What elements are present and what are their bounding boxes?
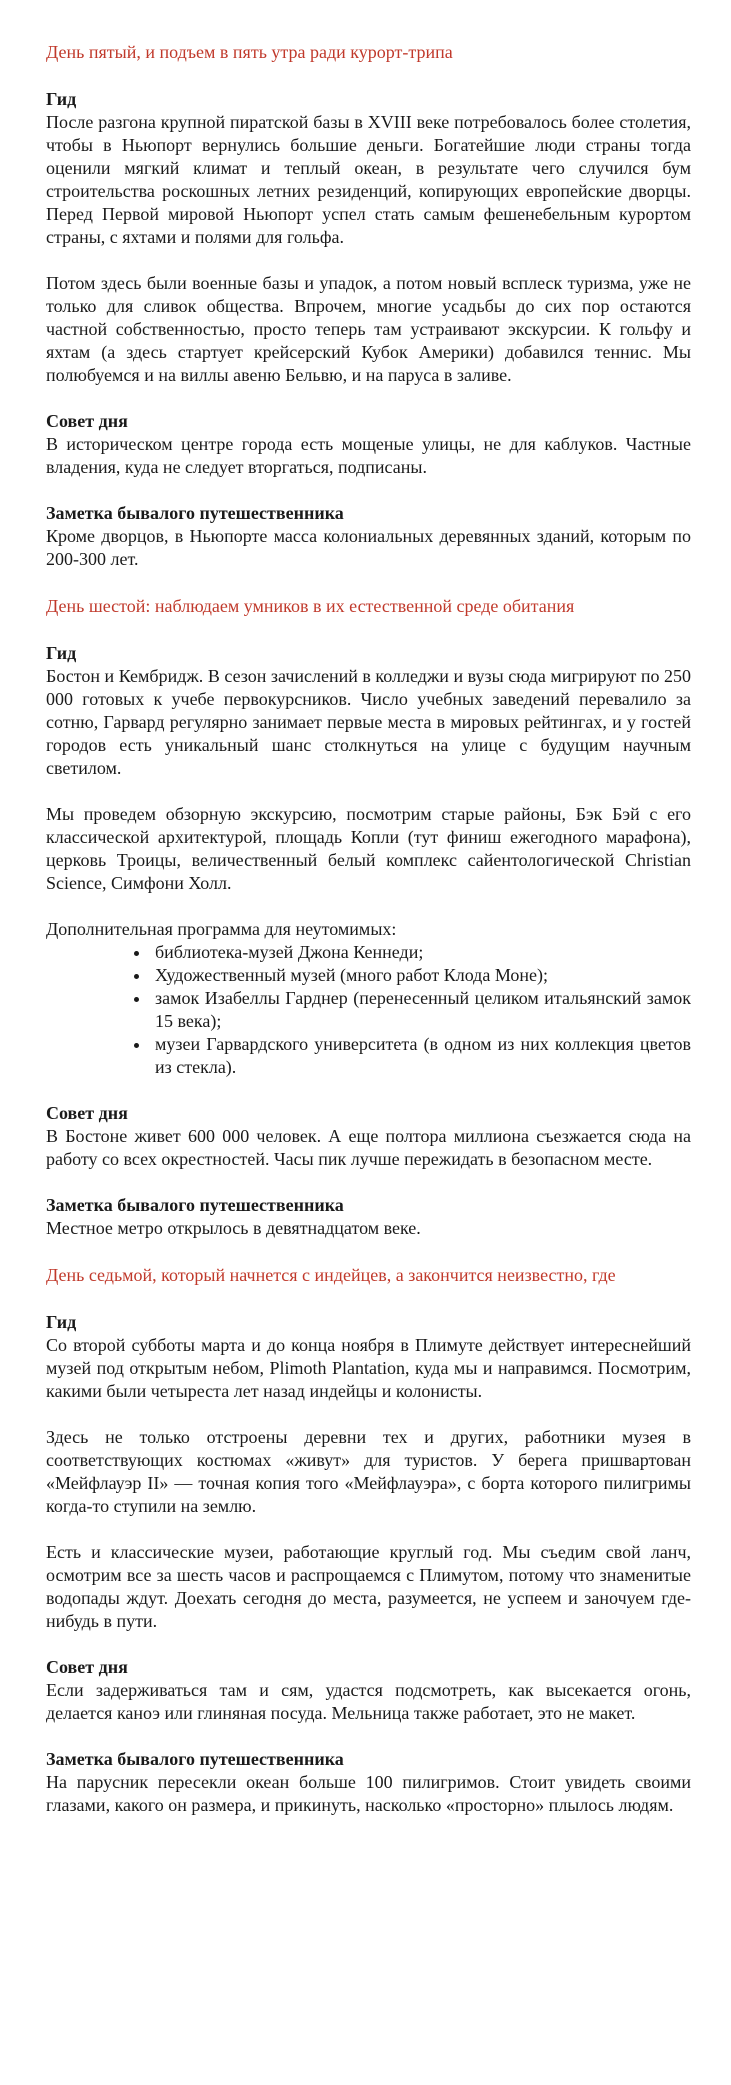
day-section [46,1263,691,1817]
guide-paragraph: Бостон и Кембридж. В сезон зачислений в колледжи и вузы сюда мигрируют по 250 000 готовых к учебе первокурсников. Число учебных заведений перевалило за сотню, Гарвард регулярно занимает первые места в мировых рейтингах, и у гостей городов есть уникальный шанс столкнуться на улице с будущим научным светилом. [46,666,691,778]
tip-text: В историческом центре города есть мощеные улицы, не для каблуков. Частные владения, куда не следует вторгаться, подписаны. [46,434,691,477]
guide-paragraph: Потом здесь были военные базы и упадок, а потом новый всплеск туризма, уже не только для сливок общества. Впрочем, многие усадьбы до сих пор остаются частной собственностью, просто теперь там устраивают экскурсии. К гольфу и яхтам (а здесь стартует крейсерский Кубок Америки) добавился теннис. Мы полюбуемся и на виллы авеню Бельвю, и на паруса в заливе. [46,273,691,385]
guide-paragraph: Мы проведем обзорную экскурсию, посмотрим старые районы, Бэк Бэй с его классической архитектурой, площадь Копли (тут финиш ежегодного марафона), церковь Троицы, величественный белый комплекс сайентологической Christian Science, Симфони Холл. [46,804,691,893]
day-title: День пятый, и подъем в пять утра ради курорт-трипа [46,42,453,62]
guide-label: Гид [46,1312,77,1332]
note-text: На парусник пересекли океан больше 100 пилигримов. Стоит увидеть своими глазами, какого он размера, и прикинуть, насколько «просторно» плылось людям. [46,1772,691,1815]
tip-label: Совет дня [46,1657,128,1677]
list-item: • замок Изабеллы Гарднер (перенесенный целиком итальянский замок 15 века); [151,987,691,1033]
tip-label: Совет дня [46,411,128,431]
note-label: Заметка бывалого путешественника [46,1195,344,1215]
list-item: • библиотека-музей Джона Кеннеди; [151,941,691,964]
day-title: День шестой: наблюдаем умников в их естественной среде обитания [46,596,575,616]
list-item: • Художественный музей (много работ Клода Моне); [151,964,691,987]
tip-text: В Бостоне живет 600 000 человек. А еще полтора миллиона съезжается сюда на работу со всех окрестностей. Часы пик лучше пережидать в безопасном месте. [46,1126,691,1169]
day-section [46,40,691,571]
note-text: Местное метро открылось в девятнадцатом веке. [46,1218,421,1238]
document-page [46,40,691,1840]
extra-intro: Дополнительная программа для неутомимых: [46,919,397,939]
guide-paragraph: Со второй субботы марта и до конца ноября в Плимуте действует интереснейший музей под открытым небом, Plimoth Plantation, куда мы и направимся. Посмотрим, какими были четыреста лет назад индейцы и колонисты. [46,1335,691,1401]
tip-label: Совет дня [46,1103,128,1123]
guide-label: Гид [46,89,77,109]
extra-list [46,941,691,1079]
note-label: Заметка бывалого путешественника [46,1749,344,1769]
note-text: Кроме дворцов, в Ньюпорте масса колониальных деревянных зданий, которым по 200-300 лет. [46,526,691,569]
list-item: • музеи Гарвардского университета (в одном из них коллекция цветов из стекла). [151,1033,691,1079]
guide-paragraph: Здесь не только отстроены деревни тех и других, работники музея в соответствующих костюмах «живут» для туристов. У берега пришвартован «Мейфлауэр II» — точная копия того «Мейфлауэра», с борта которого пилигримы когда-то ступили на землю. [46,1427,691,1516]
note-label: Заметка бывалого путешественника [46,503,344,523]
day-title: День седьмой, который начнется с индейцев, а закончится неизвестно, где [46,1265,616,1285]
guide-paragraph: Есть и классические музеи, работающие круглый год. Мы съедим свой ланч, осмотрим все за шесть часов и распрощаемся с Плимутом, потому что знаменитые водопады ждут. Доехать сегодня до места, разумеется, не успеем и заночуем где-нибудь в пути. [46,1542,691,1631]
guide-paragraph: После разгона крупной пиратской базы в XVIII веке потребовалось более столетия, чтобы в Ньюпорт вернулись большие деньги. Богатейшие люди страны тогда оценили мягкий климат и теплый океан, в результате чего случился бум строительства роскошных летних резиденций, копирующих европейские дворцы. Перед Первой мировой Ньюпорт успел стать самым фешенебельным курортом страны, с яхтами и полями для гольфа. [46,112,691,247]
tip-text: Если задерживаться там и сям, удастся подсмотреть, как высекается огонь, делается каноэ или глиняная посуда. Мельница также работает, это не макет. [46,1680,691,1723]
day-section [46,594,691,1240]
guide-label: Гид [46,643,77,663]
